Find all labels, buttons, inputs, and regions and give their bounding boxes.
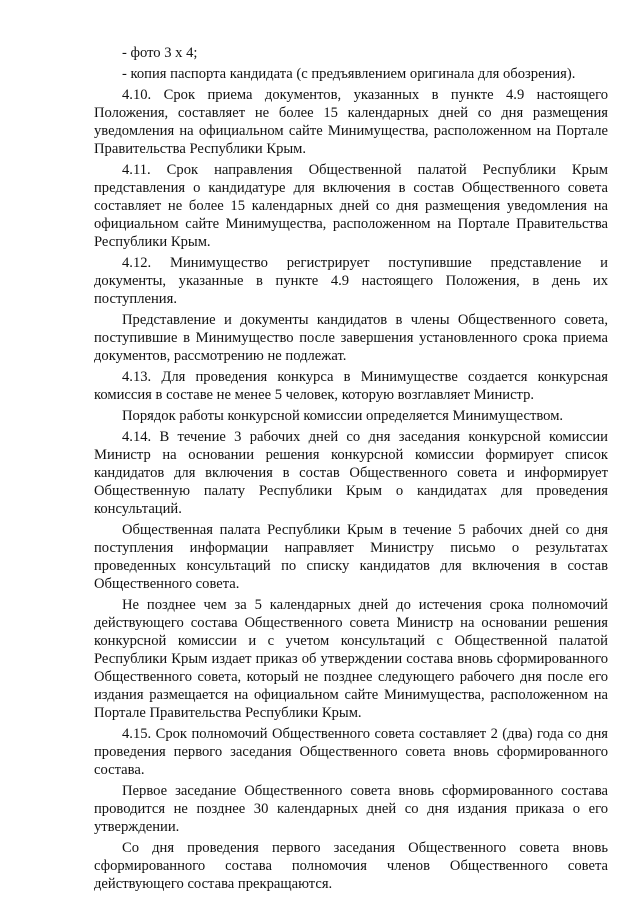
clause-4-14-order: Не позднее чем за 5 календарных дней до истечения срока полномочий действующего состава Общественного совета Министр на основании решения конкурсной комиссии и с учетом консультаций с Общественной палатой Республики Крым издает приказ об утверждении состава вновь сформированного Общественного совета, который не позднее следующего рабочего дня после его издания размещается на официальном сайте Минимущества, расположенном на Портале Правительства Республики Крым.: [94, 597, 608, 721]
clause-4-14-chamber-response: Общественная палата Республики Крым в течение 5 рабочих дней со дня поступления информации направляет Министру письмо о результатах проведенных консультаций по списку кандидатов для включения в состав Общественного совета.: [94, 522, 608, 592]
document-body: [94, 44, 608, 896]
clause-4-15: 4.15. Срок полномочий Общественного совета составляет 2 (два) года со дня проведения первого заседания Общественного совета вновь сформированного состава.: [94, 726, 608, 778]
clause-4-13: 4.13. Для проведения конкурса в Минимуществе создается конкурсная комиссия в составе не менее 5 человек, которую возглавляет Министр.: [94, 369, 608, 403]
clause-4-12-continued: Представление и документы кандидатов в члены Общественного совета, поступившие в Минимущество после завершения установленного срока приема документов, рассмотрению не подлежат.: [94, 312, 608, 364]
clause-4-14: 4.14. В течение 3 рабочих дней со дня заседания конкурсной комиссии Министр на основании решения конкурсной комиссии формирует список кандидатов для включения в состав Общественного совета и информирует Общественную палату Республики Крым о кандидатах для проведения консультаций.: [94, 429, 608, 517]
clause-4-10: 4.10. Срок приема документов, указанных в пункте 4.9 настоящего Положения, составляет не более 15 календарных дней со дня размещения уведомления на официальном сайте Минимущества, расположенном на Портале Правительства Республики Крым.: [94, 87, 608, 157]
clause-4-11: 4.11. Срок направления Общественной палатой Республики Крым представления о кандидатуре для включения в состав Общественного совета составляет не более 15 календарных дней со дня размещения уведомления на официальном сайте Минимущества, расположенном на Портале Правительства Республики Крым.: [94, 162, 608, 250]
clause-4-12: 4.12. Минимущество регистрирует поступившие представление и документы, указанные в пункте 4.9 настоящего Положения, в день их поступления.: [94, 255, 608, 307]
list-item-photo: - фото 3 х 4;: [122, 45, 198, 61]
clause-4-15-termination: Со дня проведения первого заседания Общественного совета вновь сформированного состава полномочия членов Общественного совета действующего состава прекращаются.: [94, 840, 608, 892]
clause-4-13-continued: Порядок работы конкурсной комиссии определяется Минимуществом.: [122, 408, 564, 424]
clause-4-15-first-meeting: Первое заседание Общественного совета вновь сформированного состава проводится не позднее 30 календарных дней со дня издания приказа о его утверждении.: [94, 783, 608, 835]
list-item-passport: - копия паспорта кандидата (с предъявлением оригинала для обозрения).: [122, 66, 576, 82]
